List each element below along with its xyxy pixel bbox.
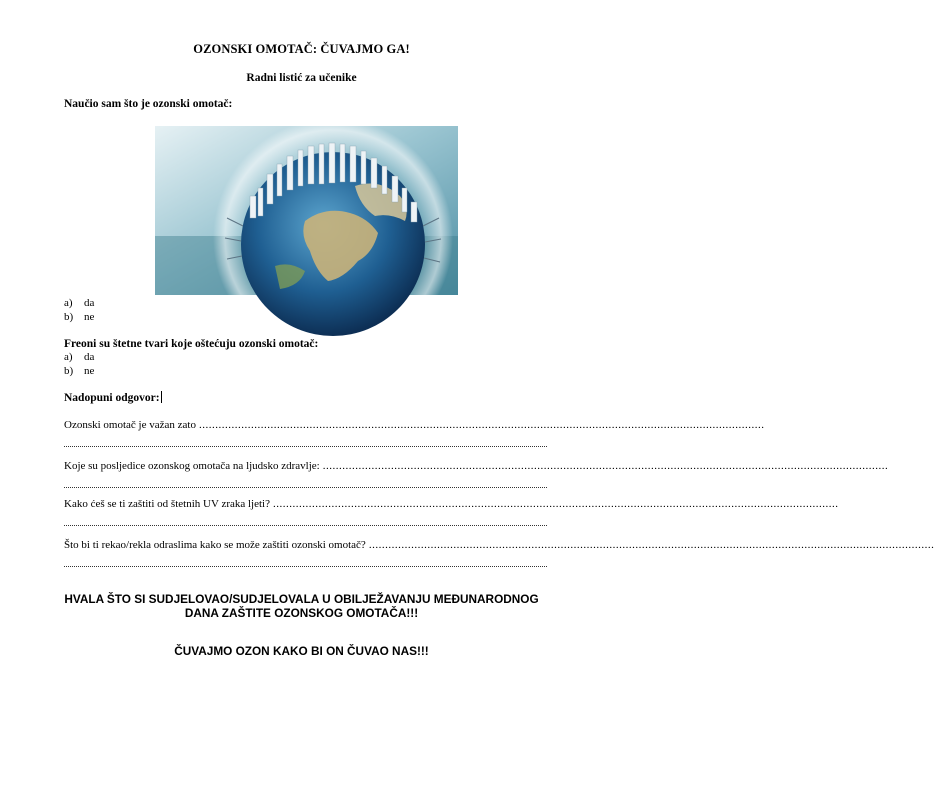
answer-line-2[interactable] [64,460,889,472]
dotted-fill: .............................................................................................................................................................................. [273,498,839,510]
closing-thanks-line-2: DANA ZAŠTITE OZONSKOG OMOTAČA!!! [184,606,419,620]
answer-blank-4[interactable] [64,566,547,567]
option-letter: b) [64,311,74,323]
text-cursor [161,391,162,403]
prompt-4: Što bi ti rekao/rekla odraslima kako se može zaštiti ozonski omotač? [64,539,366,551]
option-letter: a) [64,297,73,309]
prompt-3: Kako ćeš se ti zaštiti od štetnih UV zraka ljeti? [64,498,270,510]
answer-blank-2[interactable] [64,487,547,488]
answer-blank-1[interactable] [64,446,547,447]
option-text: da [84,297,95,309]
dotted-fill: .............................................................................................................................................................................. [368,539,934,551]
q2-option-a[interactable] [64,351,94,363]
option-text: da [84,351,95,363]
closing-thanks-line-1: HVALA ŠTO SI SUDJELOVAO/SUDJELOVALA U OBILJEŽAVANJU MEĐUNARODNOG [64,592,539,606]
prompt-1: Ozonski omotač je važan zato [64,419,196,431]
q1-option-a[interactable] [64,297,94,309]
answer-line-3[interactable] [64,498,839,510]
closing-slogan: ČUVAJMO OZON KAKO BI ON ČUVAO NAS!!! [174,644,429,658]
page-title: OZONSKI OMOTAČ: ČUVAJMO GA! [193,42,410,56]
q1-option-b[interactable] [64,311,94,323]
question-1: Naučio sam što je ozonski omotač: [64,98,233,110]
fill-in-heading [64,391,162,404]
option-text: ne [84,311,95,323]
answer-line-4[interactable] [64,539,934,551]
option-letter: a) [64,351,73,363]
page-subtitle: Radni listić za učenike [246,72,357,84]
option-letter: b) [64,365,74,377]
q2-option-b[interactable] [64,365,94,377]
fill-in-heading-text: Nadopuni odgovor: [64,392,160,404]
prompt-2: Koje su posljedice ozonskog omotača na ljudsko zdravlje: [64,460,320,472]
answer-line-1[interactable] [64,419,765,431]
dotted-fill: .............................................................................................................................................................................. [198,419,765,431]
earth-ozone-image [155,126,458,295]
dotted-fill: .............................................................................................................................................................................. [322,460,889,472]
option-text: ne [84,365,95,377]
question-2: Freoni su štetne tvari koje oštećuju ozonski omotač: [64,338,319,350]
answer-blank-3[interactable] [64,525,547,526]
